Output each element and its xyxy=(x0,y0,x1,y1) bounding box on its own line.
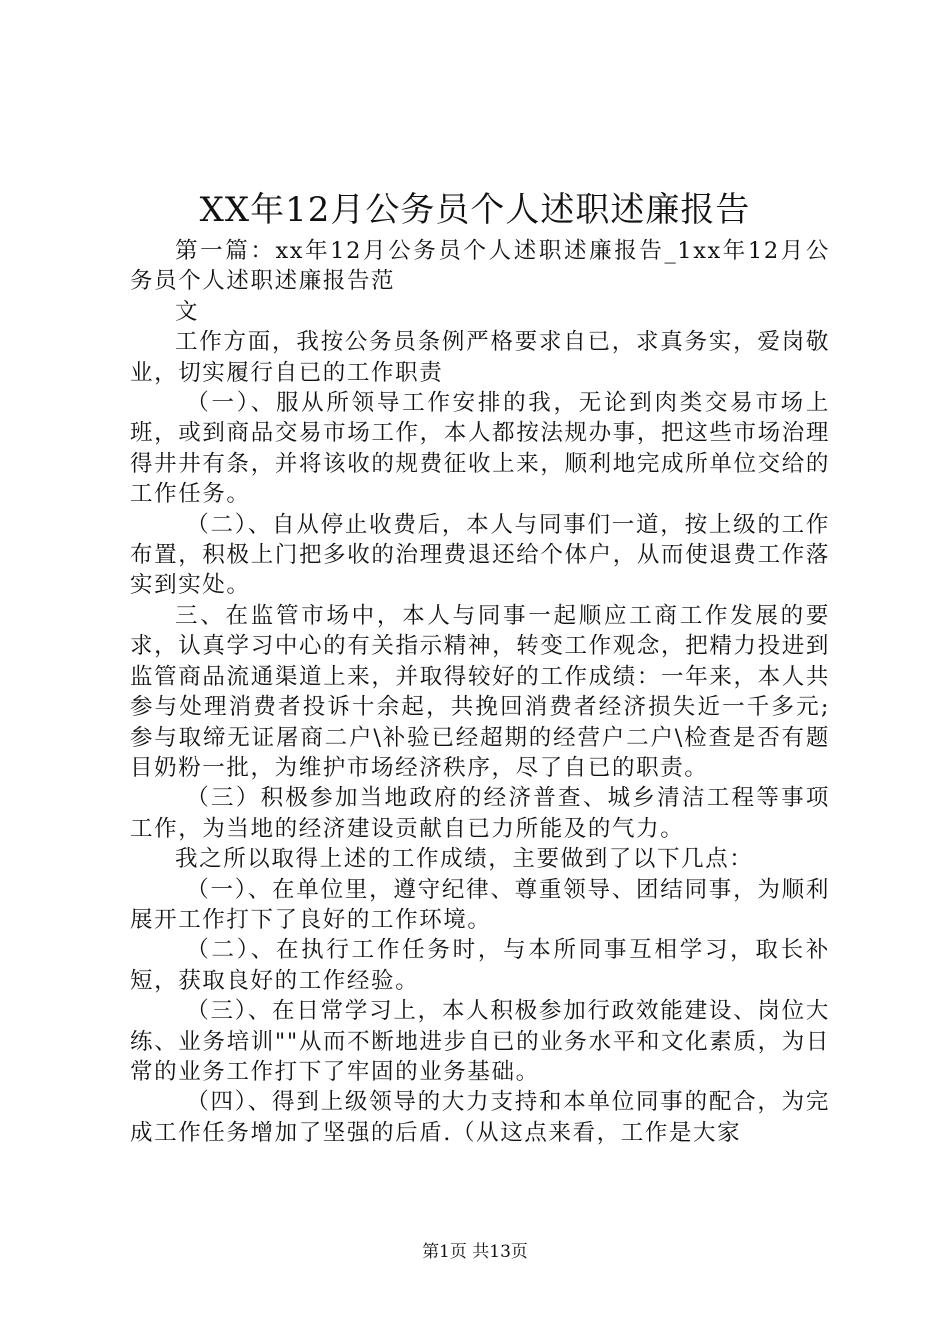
document-title: XX年12月公务员个人述职述廉报告 xyxy=(199,190,751,230)
paragraph-4: （一）、服从所领导工作安排的我，无论到肉类交易市场上班，或到商品交易市场工作，本人都按法规办事，把这些市场治理得井井有条，并将该收的规费征收上来，顺利地完成所单位交给的工作任务。 xyxy=(130,390,830,508)
paragraph-11: （三）、在日常学习上，本人积极参加行政效能建设、岗位大练、业务培训""从而不断地进步自已的业务水平和文化素质，为日常的业务工作打下了牢固的业务基础。 xyxy=(130,998,830,1085)
paragraph-8: 我之所以取得上述的工作成绩，主要做到了以下几点： xyxy=(175,846,754,873)
paragraph-3: 工作方面，我按公务员条例严格要求自已，求真务实，爱岗敬业，切实履行自已的工作职责 xyxy=(130,329,830,386)
paragraph-5: （二）、自从停止收费后，本人与同事们一道，按上级的工作布置，积极上门把多收的治理费退还给个体户，从而使退费工作落实到实处。 xyxy=(130,511,830,599)
paragraph-6: 三、在监管市场中，本人与同事一起顺应工商工作发展的要求，认真学习中心的有关指示精神，转变工作观念，把精力投进到监管商品流通渠道上来，并取得较好的工作成绩：一年来，本人共参与处理消费者投诉十余起，共挽回消费者经济损失近一千多元;参与取缔无证屠商二户\补验已经超期的经营户二户\检查是否有题目奶粉一批，为维护市场经济秩序，尽了自已的职责。 xyxy=(130,602,830,781)
paragraph-12: （四）、得到上级领导的大力支持和本单位同事的配合，为完成工作任务增加了坚强的后盾.（从这点来看，工作是大家 xyxy=(130,1089,830,1146)
paragraph-2: 文 xyxy=(175,298,200,325)
paragraph-9: （一）、在单位里，遵守纪律、尊重领导、团结同事，为顺利展开工作打下了良好的工作环境。 xyxy=(130,876,830,933)
paragraph-10: （二）、在执行工作任务时，与本所同事互相学习，取长补短，获取良好的工作经验。 xyxy=(130,937,830,994)
page-number-footer: 第1页 共13页 xyxy=(422,1242,528,1262)
paragraph-7: （三）积极参加当地政府的经济普查、城乡清洁工程等事项工作，为当地的经济建设贡献自已力所能及的气力。 xyxy=(130,785,830,842)
document-body xyxy=(130,236,830,1148)
paragraph-1: 第一篇：xx年12月公务员个人述职述廉报告_1xx年12月公务员个人述职述廉报告范 xyxy=(130,238,830,295)
